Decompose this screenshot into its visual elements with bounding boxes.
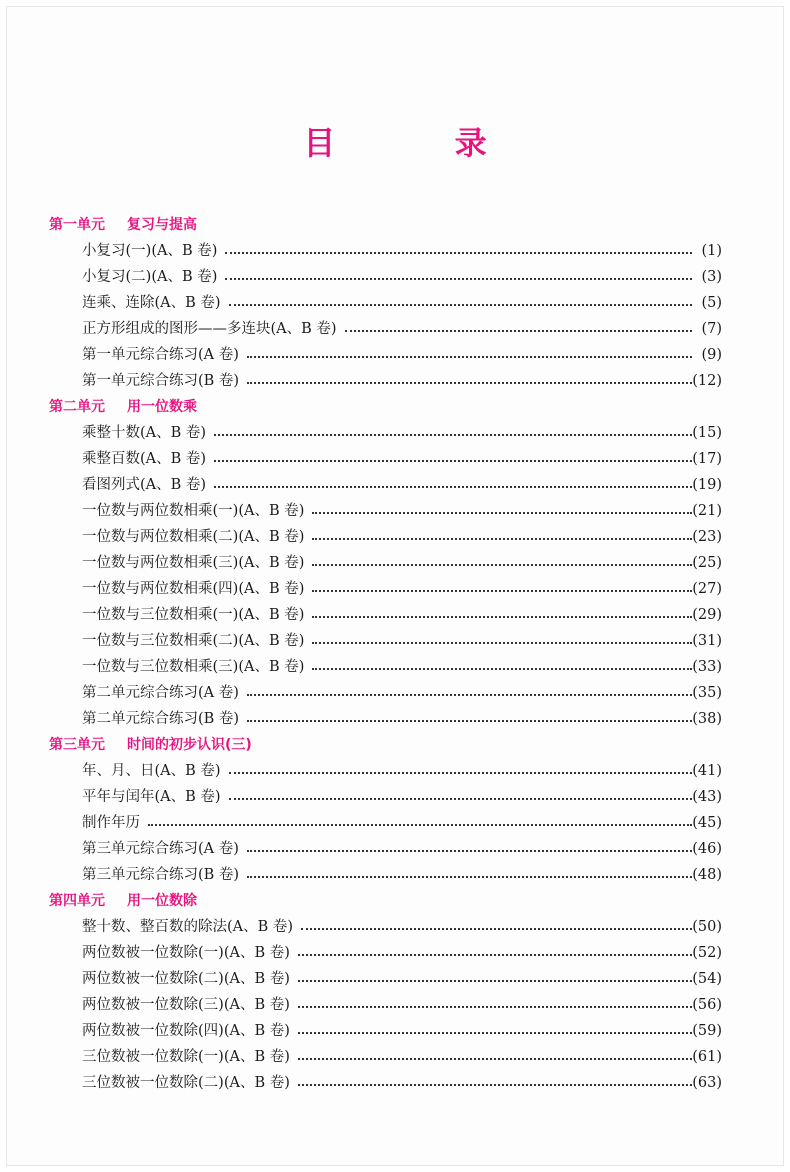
toc-entry[interactable]: [0, 342, 790, 368]
entry-page-number: (63): [692, 1075, 722, 1091]
entry-page-number: (27): [692, 581, 722, 597]
unit-title: 用一位数除: [127, 893, 197, 909]
entry-label: 整十数、整百数的除法(A、B 卷): [82, 919, 294, 935]
unit-heading[interactable]: [0, 394, 790, 420]
entry-label: 第一单元综合练习(A 卷): [82, 347, 239, 363]
unit-title: 时间的初步认识(三): [127, 737, 252, 753]
entry-label: 三位数被一位数除(一)(A、B 卷): [82, 1049, 290, 1065]
entry-page-number: (9): [701, 347, 722, 363]
entry-label: 一位数与三位数相乘(二)(A、B 卷): [82, 633, 305, 649]
entry-label: 连乘、连除(A、B 卷): [82, 295, 221, 311]
toc-entry[interactable]: [0, 1018, 790, 1044]
toc-entry[interactable]: [0, 602, 790, 628]
toc-entry[interactable]: [0, 290, 790, 316]
unit-number: 第一单元: [49, 217, 105, 233]
toc-entry[interactable]: [0, 238, 790, 264]
entry-label: 一位数与三位数相乘(一)(A、B 卷): [82, 607, 305, 623]
dot-leader: [214, 460, 692, 462]
entry-page-number: (52): [692, 945, 722, 961]
dot-leader: [298, 1084, 692, 1086]
dot-leader: [312, 642, 692, 644]
toc-entry[interactable]: [0, 420, 790, 446]
entry-label: 一位数与两位数相乘(三)(A、B 卷): [82, 555, 305, 571]
toc-entry[interactable]: [0, 836, 790, 862]
toc-entry[interactable]: [0, 368, 790, 394]
entry-page-number: (7): [701, 321, 722, 337]
dot-leader: [225, 252, 692, 254]
dot-leader: [229, 798, 692, 800]
entry-label: 第一单元综合练习(B 卷): [82, 373, 240, 389]
unit-title: 复习与提高: [127, 217, 197, 233]
entry-page-number: (15): [692, 425, 722, 441]
entry-page-number: (46): [692, 841, 722, 857]
dot-leader: [229, 304, 692, 306]
entry-page-number: (21): [692, 503, 722, 519]
toc-entry[interactable]: [0, 524, 790, 550]
entry-label: 一位数与两位数相乘(二)(A、B 卷): [82, 529, 305, 545]
dot-leader: [247, 720, 692, 722]
entry-label: 两位数被一位数除(三)(A、B 卷): [82, 997, 290, 1013]
entry-label: 制作年历: [82, 815, 140, 831]
dot-leader: [298, 1032, 692, 1034]
dot-leader: [301, 928, 692, 930]
entry-page-number: (59): [692, 1023, 722, 1039]
dot-leader: [298, 1006, 692, 1008]
entry-page-number: (23): [692, 529, 722, 545]
dot-leader: [312, 564, 692, 566]
dot-leader: [247, 382, 692, 384]
entry-label: 第三单元综合练习(B 卷): [82, 867, 240, 883]
dot-leader: [298, 954, 692, 956]
dot-leader: [298, 980, 692, 982]
entry-label: 平年与闰年(A、B 卷): [82, 789, 221, 805]
dot-leader: [312, 668, 692, 670]
entry-page-number: (45): [692, 815, 722, 831]
dot-leader: [247, 850, 692, 852]
toc-entry[interactable]: [0, 1044, 790, 1070]
toc-entry[interactable]: [0, 576, 790, 602]
unit-heading[interactable]: [0, 732, 790, 758]
entry-page-number: (29): [692, 607, 722, 623]
toc-entry[interactable]: [0, 758, 790, 784]
dot-leader: [214, 486, 692, 488]
entry-label: 第二单元综合练习(B 卷): [82, 711, 240, 727]
unit-number: 第二单元: [49, 399, 105, 415]
unit-number: 第三单元: [49, 737, 105, 753]
entry-page-number: (38): [692, 711, 722, 727]
toc-entry[interactable]: [0, 654, 790, 680]
dot-leader: [225, 278, 692, 280]
toc-entry[interactable]: [0, 550, 790, 576]
toc-entry[interactable]: [0, 316, 790, 342]
toc-entry[interactable]: [0, 784, 790, 810]
toc-entry[interactable]: [0, 914, 790, 940]
dot-leader: [312, 590, 692, 592]
toc-entry[interactable]: [0, 862, 790, 888]
dot-leader: [312, 616, 692, 618]
toc-entry[interactable]: [0, 1070, 790, 1096]
toc-entry[interactable]: [0, 966, 790, 992]
entry-page-number: (50): [692, 919, 722, 935]
dot-leader: [312, 538, 692, 540]
entry-label: 两位数被一位数除(一)(A、B 卷): [82, 945, 290, 961]
toc-entry[interactable]: [0, 680, 790, 706]
entry-page-number: (61): [692, 1049, 722, 1065]
unit-heading[interactable]: [0, 212, 790, 238]
entry-label: 三位数被一位数除(二)(A、B 卷): [82, 1075, 290, 1091]
entry-page-number: (54): [692, 971, 722, 987]
entry-page-number: (19): [692, 477, 722, 493]
table-of-contents: [0, 212, 790, 1096]
toc-entry[interactable]: [0, 264, 790, 290]
entry-page-number: (12): [692, 373, 722, 389]
toc-entry[interactable]: [0, 992, 790, 1018]
entry-label: 两位数被一位数除(四)(A、B 卷): [82, 1023, 290, 1039]
entry-label: 第二单元综合练习(A 卷): [82, 685, 239, 701]
toc-entry[interactable]: [0, 706, 790, 732]
dot-leader: [214, 434, 692, 436]
page-title: 目 录: [303, 124, 541, 162]
entry-page-number: (35): [692, 685, 722, 701]
unit-number: 第四单元: [49, 893, 105, 909]
toc-entry[interactable]: [0, 498, 790, 524]
unit-title: 用一位数乘: [127, 399, 197, 415]
entry-page-number: (3): [701, 269, 722, 285]
entry-page-number: (56): [692, 997, 722, 1013]
toc-entry[interactable]: [0, 628, 790, 654]
entry-label: 正方形组成的图形——多连块(A、B 卷): [82, 321, 337, 337]
dot-leader: [247, 356, 692, 358]
dot-leader: [247, 694, 692, 696]
entry-page-number: (33): [692, 659, 722, 675]
entry-label: 两位数被一位数除(二)(A、B 卷): [82, 971, 290, 987]
entry-label: 小复习(二)(A、B 卷): [82, 269, 218, 285]
entry-label: 一位数与两位数相乘(一)(A、B 卷): [82, 503, 305, 519]
entry-label: 看图列式(A、B 卷): [82, 477, 207, 493]
dot-leader: [247, 876, 692, 878]
toc-entry[interactable]: [0, 472, 790, 498]
dot-leader: [345, 330, 692, 332]
entry-page-number: (17): [692, 451, 722, 467]
toc-entry[interactable]: [0, 810, 790, 836]
toc-entry[interactable]: [0, 940, 790, 966]
entry-label: 乘整百数(A、B 卷): [82, 451, 207, 467]
entry-label: 年、月、日(A、B 卷): [82, 763, 221, 779]
entry-page-number: (31): [692, 633, 722, 649]
entry-label: 小复习(一)(A、B 卷): [82, 243, 218, 259]
unit-heading[interactable]: [0, 888, 790, 914]
entry-page-number: (41): [692, 763, 722, 779]
entry-label: 乘整十数(A、B 卷): [82, 425, 207, 441]
entry-page-number: (25): [692, 555, 722, 571]
dot-leader: [148, 824, 692, 826]
entry-page-number: (5): [701, 295, 722, 311]
entry-label: 第三单元综合练习(A 卷): [82, 841, 239, 857]
dot-leader: [229, 772, 692, 774]
entry-page-number: (1): [701, 243, 722, 259]
dot-leader: [298, 1058, 692, 1060]
entry-page-number: (43): [692, 789, 722, 805]
dot-leader: [312, 512, 692, 514]
entry-page-number: (48): [692, 867, 722, 883]
entry-label: 一位数与两位数相乘(四)(A、B 卷): [82, 581, 305, 597]
toc-entry[interactable]: [0, 446, 790, 472]
entry-label: 一位数与三位数相乘(三)(A、B 卷): [82, 659, 305, 675]
